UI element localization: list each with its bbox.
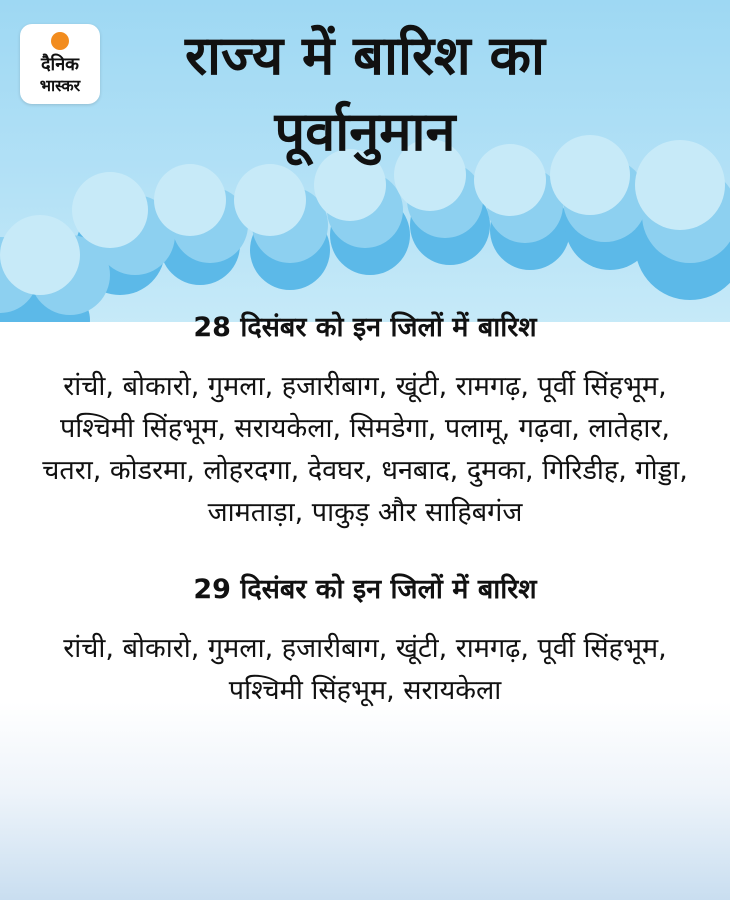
district-list: रांची, बोकारो, गुमला, हजारीबाग, खूंटी, रामगढ़, पूर्वी सिंहभूम, पश्चिमी सिंहभूम, सरायकेला xyxy=(63,633,667,706)
forecast-section-dec-28 xyxy=(30,308,700,534)
district-list: रांची, बोकारो, गुमला, हजारीबाग, खूंटी, रामगढ़, पूर्वी सिंहभूम, पश्चिमी सिंहभूम, सरायकेला, सिमडेगा, पलामू, गढ़वा, लातेहार, चतरा, कोडरमा, लोहरदगा, देवघर, धनबाद, दुमका, गिरिडीह, गोड्डा, जामताड़ा, पाकुड़ और साहिबगंज xyxy=(42,371,688,528)
forecast-content xyxy=(30,308,700,748)
section-heading: 28 दिसंबर को इन जिलों में बारिश xyxy=(193,312,537,343)
page-title: राज्य में बारिश का पूर्वानुमान xyxy=(184,24,546,163)
dainik-bhaskar-logo xyxy=(20,24,100,104)
logo-line-1: दैनिक xyxy=(40,54,80,75)
sky-header xyxy=(0,0,730,330)
sun-icon xyxy=(51,32,69,50)
logo-line-2: भास्कर xyxy=(39,76,81,95)
section-heading: 29 दिसंबर को इन जिलों में बारिश xyxy=(193,574,537,605)
forecast-section-dec-29 xyxy=(30,570,700,712)
